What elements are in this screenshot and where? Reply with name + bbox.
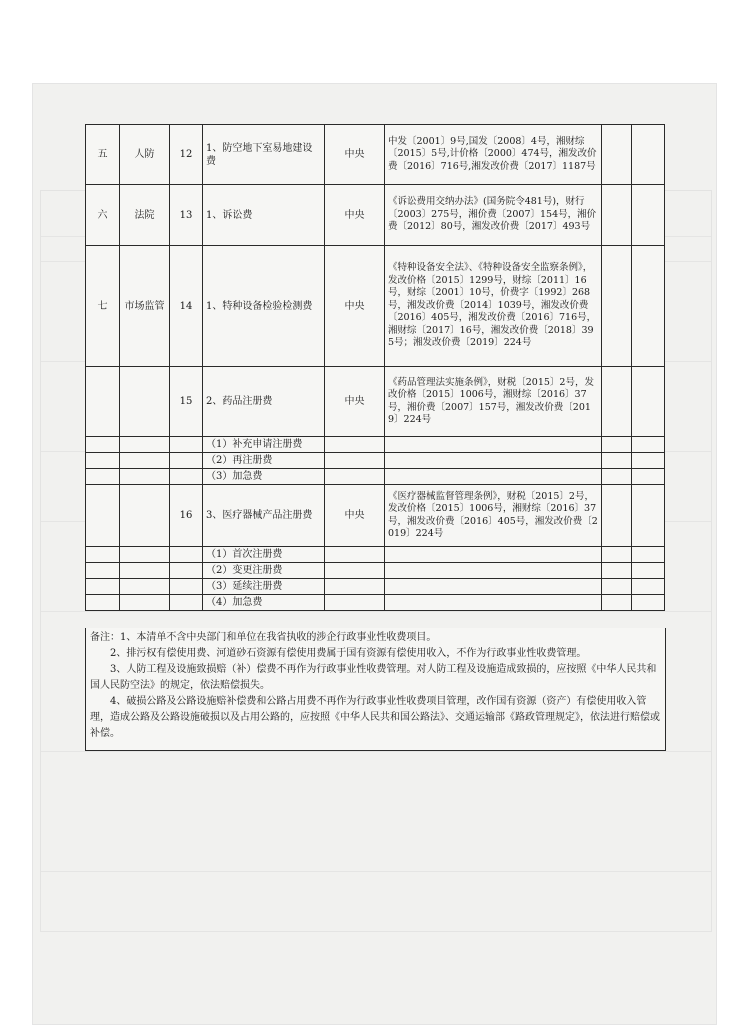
seq-cell: 七 (86, 246, 120, 367)
basis-cell: 《诉讼费用交纳办法》(国务院令481号)，财行〔2003〕275号，湘价费〔2007〕154号，湘价费〔2012〕80号，湘发改价费〔2017〕493号 (385, 185, 602, 246)
item-cell: 3、医疗器械产品注册费 (203, 485, 325, 547)
item-cell: （1）首次注册费 (203, 547, 325, 563)
no-cell: 15 (170, 367, 203, 437)
level-cell: 中央 (325, 485, 385, 547)
remark-1: 备注：1、本清单不含中央部门和单位在我省执收的涉企行政事业性收费项目。 (90, 632, 437, 643)
table-row (86, 595, 665, 611)
remark-3: 3、人防工程及设施致损赔（补）偿费不再作为行政事业性收费管理。对人防工程及设施造成致损的，应按照《中华人民共和国人民防空法》的规定，依法赔偿损失。 (90, 664, 657, 691)
no-cell: 12 (170, 125, 203, 185)
item-cell: （4）加急费 (203, 595, 325, 611)
dept-cell: 市场监管 (120, 246, 170, 367)
remark-4: 4、破损公路及公路设施赔补偿费和公路占用费不再作为行政事业性收费项目管理，改作国有资源（资产）有偿使用收入管理，造成公路及公路设施破损以及占用公路的，应按照《中华人民共和国公路法》、交通运输部《路政管理规定》，依法进行赔偿或补偿。 (90, 696, 660, 739)
basis-cell: 《特种设备安全法》、《特种设备安全监察条例》，发改价格〔2015〕1299号，财综〔2011〕16号，财综〔2001〕10号，价费字〔1992〕268号，湘发改价费〔2014〕1039号，湘发改价费〔2016〕405号，湘发改价费〔2016〕716号，湘财综〔2017〕16号，湘发改价费〔2018〕395号；湘发改价费〔2019〕224号 (385, 246, 602, 367)
level-cell: 中央 (325, 185, 385, 246)
no-cell: 13 (170, 185, 203, 246)
dept-cell: 法院 (120, 185, 170, 246)
item-cell: 1、防空地下室易地建设费 (203, 125, 325, 185)
table-row (86, 469, 665, 485)
table-row (86, 246, 665, 367)
dept-cell: 人防 (120, 125, 170, 185)
basis-cell: 《药品管理法实施条例》，财税〔2015〕2号，发改价格〔2015〕1006号，湘财综〔2016〕37号，湘价费〔2007〕157号，湘发改价费〔2019〕224号 (385, 367, 602, 437)
item-cell: （3）延续注册费 (203, 579, 325, 595)
table-row (86, 563, 665, 579)
item-cell: 1、诉讼费 (203, 185, 325, 246)
remarks-box (85, 628, 666, 751)
table-row (86, 437, 665, 453)
seq-cell: 五 (86, 125, 120, 185)
table-row (86, 367, 665, 437)
table-row (86, 579, 665, 595)
table-row (86, 453, 665, 469)
item-cell: （2）再注册费 (203, 453, 325, 469)
level-cell: 中央 (325, 125, 385, 185)
basis-cell: 中发〔2001〕9号,国发〔2008〕4号，湘财综〔2015〕5号,计价格〔2000〕474号，湘发改价费〔2016〕716号,湘发改价费〔2017〕1187号 (385, 125, 602, 185)
no-cell: 14 (170, 246, 203, 367)
item-cell: 2、药品注册费 (203, 367, 325, 437)
level-cell: 中央 (325, 246, 385, 367)
seq-cell: 六 (86, 185, 120, 246)
no-cell: 16 (170, 485, 203, 547)
item-cell: （3）加急费 (203, 469, 325, 485)
table-row (86, 485, 665, 547)
remark-2: 2、排污权有偿使用费、河道砂石资源有偿使用费属于国有资源有偿使用收入，不作为行政事业性收费管理。 (110, 648, 587, 659)
item-cell: 1、特种设备检验检测费 (203, 246, 325, 367)
table-row (86, 185, 665, 246)
item-cell: （2）变更注册费 (203, 563, 325, 579)
table-row (86, 547, 665, 563)
table-row (86, 125, 665, 185)
basis-cell: 《医疗器械监督管理条例》，财税〔2015〕2号，发改价格〔2015〕1006号，湘财综〔2016〕37号，湘发改价费〔2016〕405号，湘发改价费〔2019〕224号 (385, 485, 602, 547)
item-cell: （1）补充申请注册费 (203, 437, 325, 453)
fee-table (85, 124, 665, 611)
level-cell: 中央 (325, 367, 385, 437)
